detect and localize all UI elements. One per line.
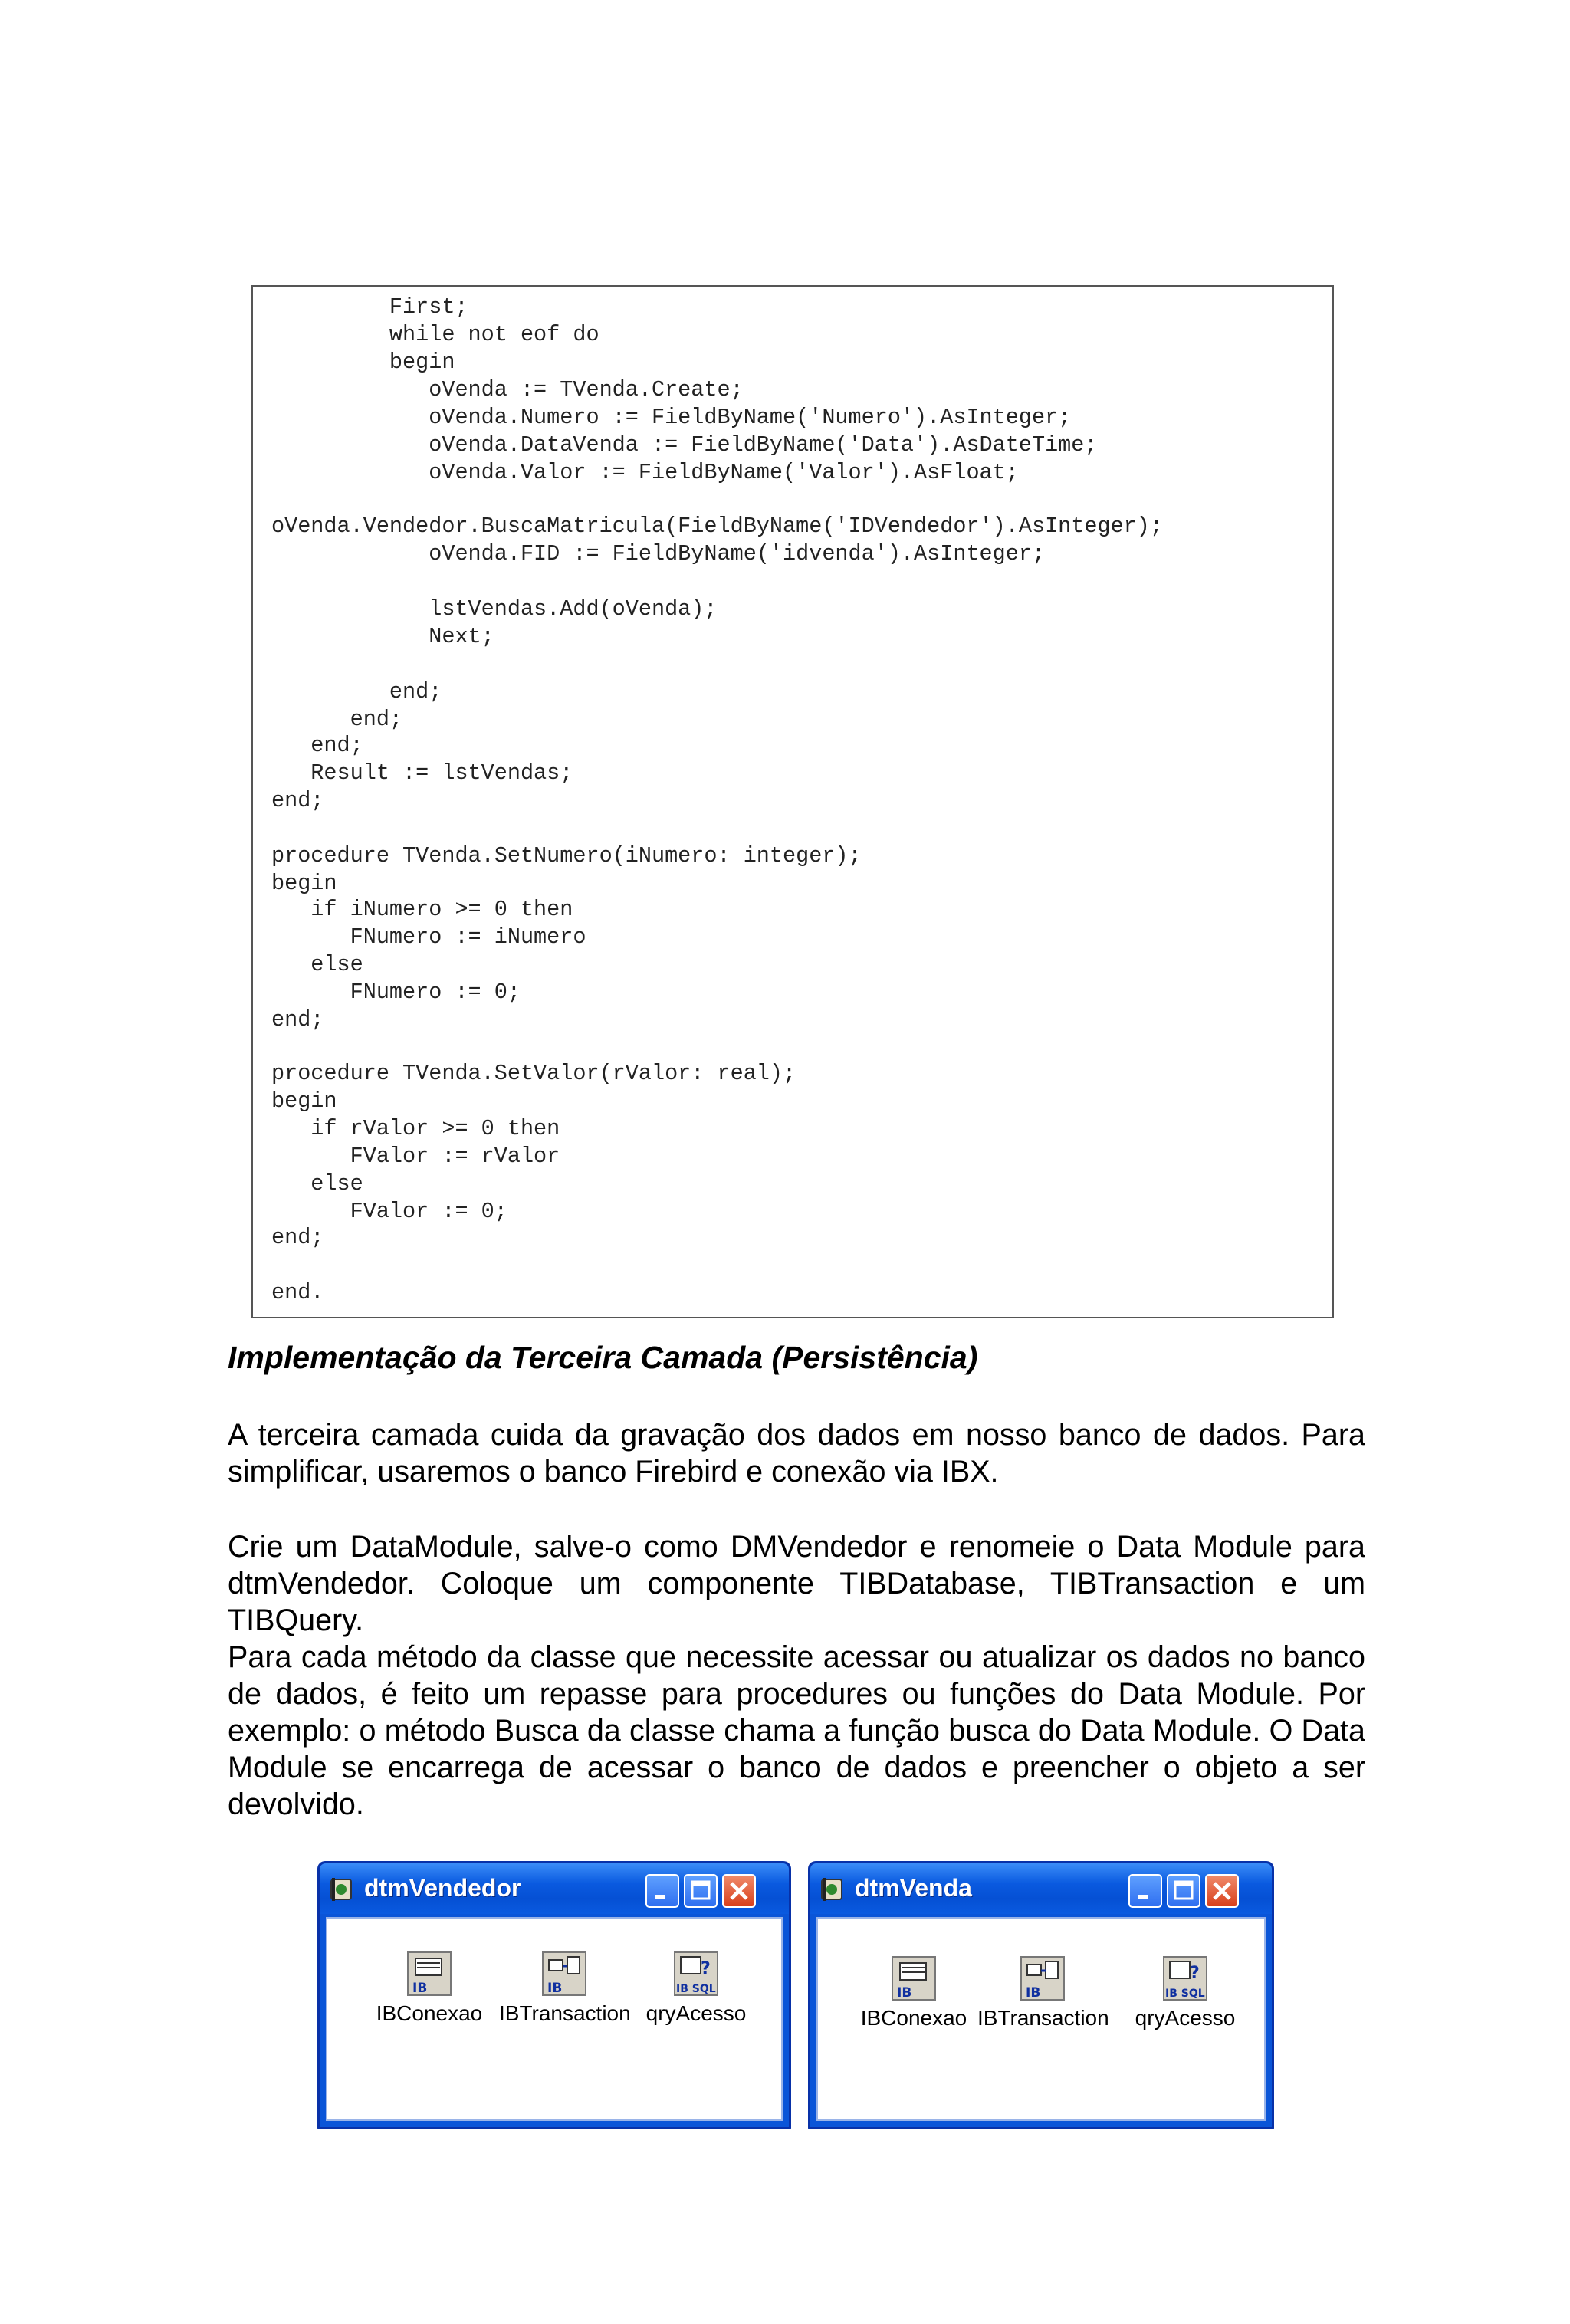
code-line: oVenda.DataVenda := FieldByName('Data').AsDateTime; <box>271 432 1098 458</box>
code-line: end; <box>271 707 403 732</box>
code-line: while not eof do <box>271 322 599 347</box>
datamodule-app-icon <box>819 1876 846 1902</box>
code-line: oVenda := TVenda.Create; <box>271 377 744 402</box>
code-line: oVenda.Vendedor.BuscaMatricula(FieldByName('IDVendedor').AsInteger); <box>271 514 1163 539</box>
minimize-icon <box>1130 1876 1161 1906</box>
code-line: FValor := rValor <box>271 1144 560 1169</box>
code-line: if rValor >= 0 then <box>271 1116 560 1141</box>
code-line: if iNumero >= 0 then <box>271 897 573 922</box>
ib-sql-icon <box>1161 1954 1210 2003</box>
code-line: end; <box>271 679 442 704</box>
ib-transaction-icon <box>540 1949 589 1998</box>
code-line: procedure TVenda.SetNumero(iNumero: integer); <box>271 843 862 868</box>
component-ibtransaction[interactable] <box>977 1954 1108 2030</box>
code-line: begin <box>271 871 337 896</box>
svg-text:IB: IB <box>897 1985 912 2001</box>
window-title: dtmVendedor <box>364 1874 521 1902</box>
code-line: begin <box>271 350 455 375</box>
maximize-button[interactable] <box>684 1874 718 1908</box>
component-ibtransaction[interactable] <box>499 1949 629 2026</box>
component-qryacesso[interactable] <box>1120 1954 1250 2030</box>
code-line: else <box>271 952 363 977</box>
close-icon <box>1207 1876 1237 1906</box>
maximize-button[interactable] <box>1167 1874 1200 1908</box>
close-button[interactable] <box>1205 1874 1239 1908</box>
paragraph: Crie um DataModule, salve-o como DMVendedor e renomeie o Data Module para dtmVendedor. Coloque um componente TIBDatabase, TIBTransaction e um TIBQuery. <box>228 1530 1365 1637</box>
code-line: end. <box>271 1280 324 1305</box>
component-label: qryAcesso <box>1135 2006 1236 2030</box>
datamodule-surface[interactable] <box>326 1917 783 2121</box>
code-line: else <box>271 1171 363 1196</box>
code-line: begin <box>271 1088 337 1114</box>
close-icon <box>724 1876 754 1906</box>
ib-database-icon <box>405 1949 454 1998</box>
datamodule-app-icon <box>329 1876 355 1902</box>
code-line: First; <box>271 294 468 320</box>
datamodule-surface[interactable] <box>816 1917 1266 2121</box>
svg-text:IB SQL: IB SQL <box>1165 1988 1205 2000</box>
code-line: oVenda.Valor := FieldByName('Valor').AsFloat; <box>271 460 1019 485</box>
component-qryacesso[interactable] <box>631 1949 761 2026</box>
code-line: oVenda.Numero := FieldByName('Numero').AsInteger; <box>271 405 1072 430</box>
component-label: IBConexao <box>860 2006 967 2030</box>
code-line: lstVendas.Add(oVenda); <box>271 596 718 622</box>
window-titlebar[interactable] <box>810 1863 1272 1914</box>
component-label: IBTransaction <box>977 2006 1109 2030</box>
ib-transaction-icon <box>1018 1954 1067 2003</box>
svg-text:IB SQL: IB SQL <box>676 1983 716 1995</box>
component-ibconexao[interactable] <box>364 1949 494 2026</box>
code-line: FValor := 0; <box>271 1199 507 1224</box>
code-line: procedure TVenda.SetValor(rValor: real); <box>271 1061 796 1086</box>
paragraph: A terceira camada cuida da gravação dos dados em nosso banco de dados. Para simplificar, usaremos o banco Firebird e conexão via IBX. <box>228 1418 1365 1489</box>
close-button[interactable] <box>722 1874 756 1908</box>
code-line: end; <box>271 733 363 758</box>
code-listing <box>251 285 1334 1318</box>
component-label: IBTransaction <box>499 2001 631 2025</box>
ib-database-icon <box>889 1954 938 2003</box>
datamodule-window-dtmvendedor[interactable] <box>317 1861 791 2129</box>
code-line: Next; <box>271 624 494 649</box>
section-heading: Implementação da Terceira Camada (Persistência) <box>228 1340 978 1375</box>
window-titlebar[interactable] <box>320 1863 789 1914</box>
paragraph: Para cada método da classe que necessite acessar ou atualizar os dados no banco de dados, é feito um repasse para procedures ou funções do Data Module. Por exemplo: o método Busca da classe chama a função busca do Data Module. O Data Module se encarrega de acessar o banco de dados e preencher o objeto a ser devolvido. <box>228 1640 1365 1821</box>
code-line: oVenda.FID := FieldByName('idvenda').AsInteger; <box>271 541 1046 566</box>
component-ibconexao[interactable] <box>849 1954 979 2030</box>
code-line: FNumero := iNumero <box>271 924 586 950</box>
svg-text:IB: IB <box>1026 1985 1041 2001</box>
minimize-button[interactable] <box>645 1874 679 1908</box>
maximize-icon <box>1168 1876 1199 1906</box>
code-line: end; <box>271 1007 324 1032</box>
component-label: qryAcesso <box>645 2001 747 2025</box>
component-label: IBConexao <box>376 2001 483 2025</box>
datamodule-window-dtmvenda[interactable] <box>808 1861 1274 2129</box>
svg-text:IB: IB <box>412 1981 428 1996</box>
ib-sql-icon <box>672 1949 721 1998</box>
code-line: Result := lstVendas; <box>271 760 573 786</box>
svg-text:IB: IB <box>547 1981 563 1996</box>
svg-text:?: ? <box>1190 1964 1200 1983</box>
code-line: FNumero := 0; <box>271 980 521 1005</box>
code-line: end; <box>271 788 324 813</box>
maximize-icon <box>685 1876 716 1906</box>
svg-text:?: ? <box>701 1959 711 1978</box>
window-title: dtmVenda <box>855 1874 972 1902</box>
minimize-button[interactable] <box>1128 1874 1162 1908</box>
minimize-icon <box>647 1876 678 1906</box>
code-line: end; <box>271 1225 324 1250</box>
